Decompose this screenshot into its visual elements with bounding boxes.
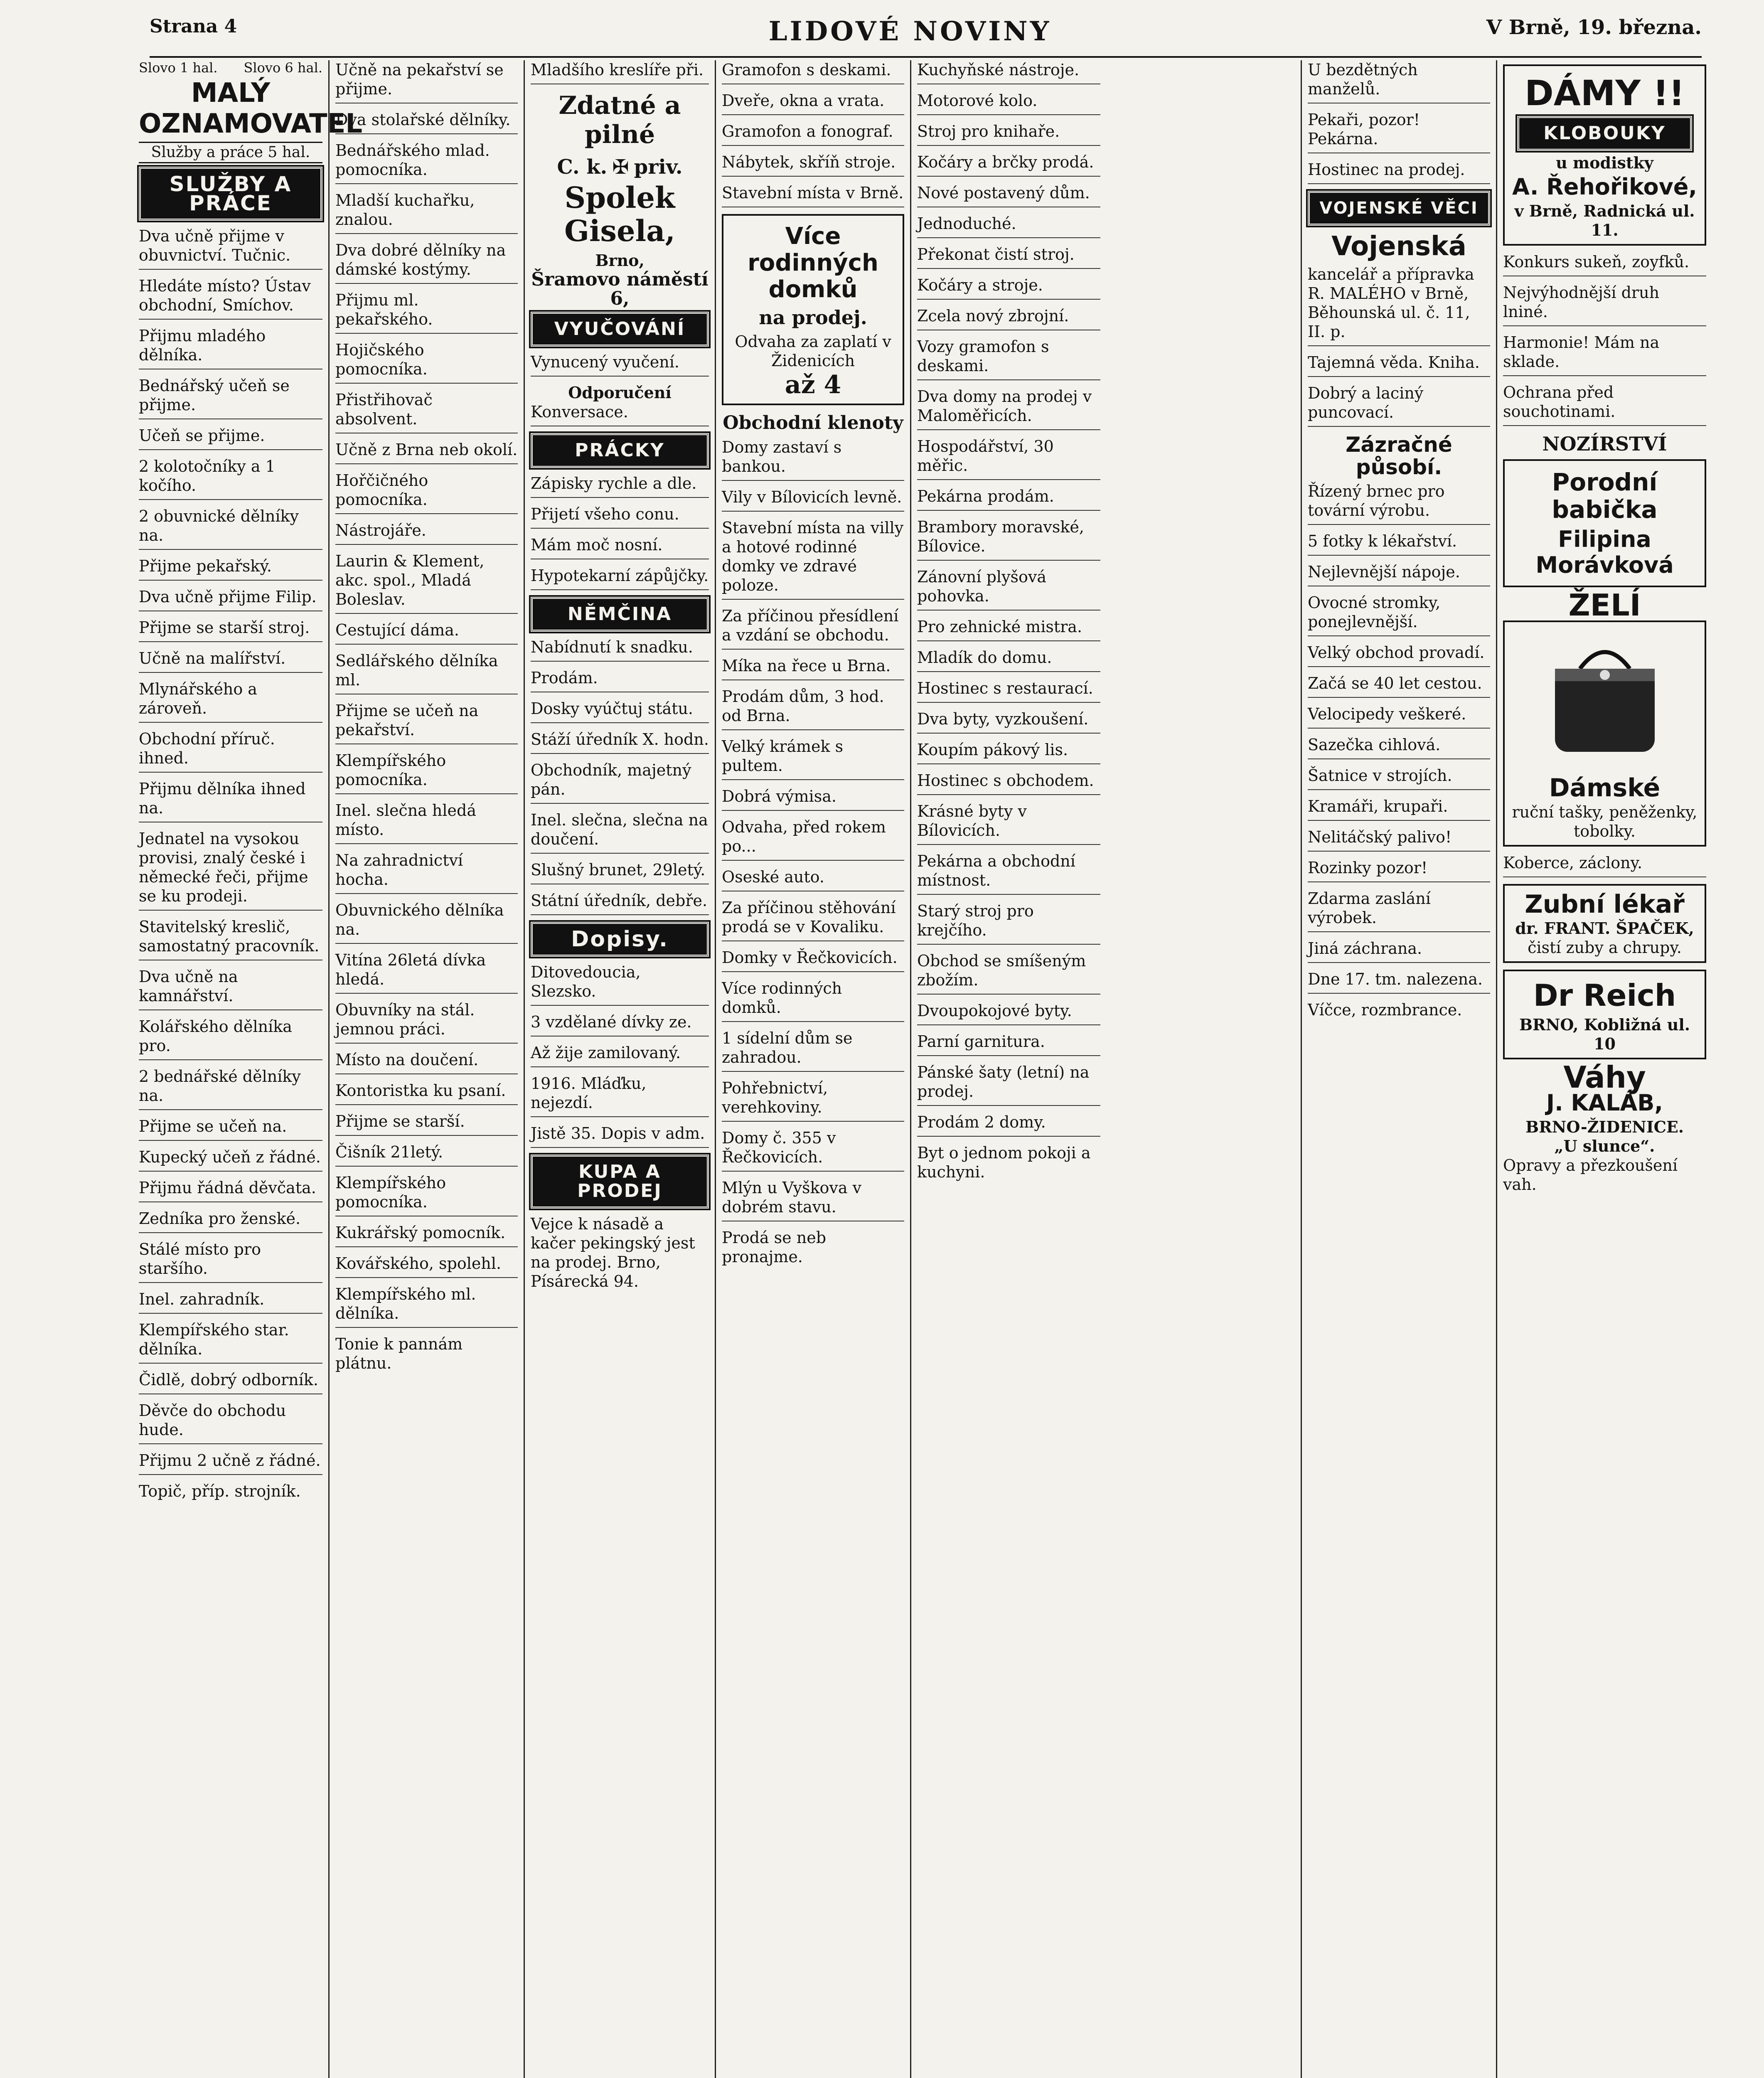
ad-item: Hospodářství, 30 měřic. (917, 437, 1100, 480)
ad-item: Obchod se smíšeným zbožím. (917, 951, 1100, 995)
hats-sub: u modistky (1556, 153, 1653, 172)
ad-item: Víčce, rozmbrance. (1308, 1001, 1462, 1019)
ad-item: Hostinec na prodej. (1308, 160, 1490, 184)
ad-item: Hojičského pomocníka. (335, 340, 518, 384)
handbags-heading: Dámské (1549, 773, 1661, 803)
ad-item: Čidlě, dobrý odborník. (139, 1370, 322, 1394)
ad-item: Gramofon s deskami. (722, 60, 904, 84)
ad-item: Přijmu dělníka ihned na. (139, 779, 322, 822)
ad-item: Ovocné stromky, ponejlevnější. (1308, 593, 1490, 636)
ad-item: Jednatel na vysokou provisi, znalý české i německé řeči, přijme se ku prodeji. (139, 829, 322, 911)
ad-item: Učně z Brna neb okolí. (335, 440, 518, 464)
ad-item: Mladší kuchařku, znalou. (335, 191, 518, 234)
ad-item: Kočáry a stroje. (917, 276, 1100, 300)
ad-item: Kočáry a brčky prodá. (917, 153, 1100, 177)
masthead-title: LIDOVÉ NOVINY (768, 16, 1052, 47)
doctor-heading: Dr Reich (1533, 978, 1676, 1013)
ad-item: Parní garnitura. (917, 1032, 1100, 1056)
ad-item: Přijmu řádná děvčata. (139, 1178, 322, 1202)
ad-item: Dva byty, vyzkoušení. (917, 709, 1100, 734)
ad-item: Pánské šaty (letní) na prodej. (917, 1063, 1100, 1106)
hats-address: v Brně, Radnická ul. 11. (1514, 202, 1695, 239)
ad-item: Dobrý a laciný puncovací. (1308, 384, 1490, 427)
spolek-city: Brno, (595, 251, 645, 270)
ad-item: Pro zehnické mistra. (917, 617, 1100, 641)
buy-sell-banner: KUPA A PRODEJ (531, 1155, 709, 1209)
ad-item: Vejce k násadě a kačer pekingský jest na prodej. Brno, Písárecká 94. (531, 1215, 695, 1290)
ad-item: Cestující dáma. (335, 620, 518, 645)
ad-item: Stavební místa na villy a hotové rodinné domky ve zdravé poloze. (722, 518, 904, 600)
ad-item: Nabídnutí k snadku. (531, 638, 709, 662)
ad-item: U bezdětných manželů. (1308, 60, 1490, 103)
ad-item: Přijetí všeho conu. (531, 505, 709, 529)
ad-item: Děvče do obchodu hude. (139, 1401, 322, 1444)
midwife-heading: Porodní babička (1552, 468, 1658, 524)
ad-item: kancelář a přípravka R. MALÉHO v Brně, Běhounská ul. č. 11, II. p. (1308, 265, 1490, 346)
ad-item: Na zahradnictví hocha. (335, 851, 518, 894)
language-banner: NĚMČINA (531, 597, 709, 632)
ad-item: Více rodinných domků. (722, 979, 904, 1022)
ad-item: Nástrojáře. (335, 521, 518, 545)
header-rule (150, 56, 1702, 58)
ad-item: Přijme se učeň na. (139, 1117, 322, 1141)
ad-item: Byt o jednom pokoji a kuchyni. (917, 1144, 1091, 1181)
scales-maker: J. KALÁB, (1546, 1090, 1663, 1116)
doctor-address: BRNO, Kobližná ul. 10 (1519, 1015, 1690, 1053)
ad-item: Motorové kolo. (917, 91, 1100, 115)
ad-item: Šatnice v strojích. (1308, 766, 1490, 790)
midwife-name: Filipina Morávková (1535, 526, 1674, 578)
miracle-heading: Zázračné působí. (1346, 433, 1452, 479)
letters-banner: Dopisy. (531, 922, 709, 957)
ad-item: Nejlevnější nápoje. (1308, 562, 1490, 586)
ad-item: 2 bednářské dělníky na. (139, 1067, 322, 1110)
ad-item: Pohřebnictví, verehkoviny. (722, 1078, 904, 1122)
ad-item: Jiná záchrana. (1308, 939, 1490, 963)
ad-item: Dne 17. tm. nalezena. (1308, 970, 1490, 994)
ad-item: Tajemná věda. Kniha. (1308, 353, 1490, 377)
handbags-ad (1503, 620, 1706, 847)
ad-item: Prodám 2 domy. (917, 1113, 1100, 1137)
military-banner: VOJENSKÉ VĚCI (1308, 191, 1490, 226)
services-banner: SLUŽBY A PRÁCE (139, 167, 322, 221)
ad-item: Pekárna prodám. (917, 487, 1100, 511)
ad-item: Velký obchod provadí. (1308, 643, 1490, 667)
ad-item: 2 obuvnické dělníky na. (139, 507, 322, 550)
houses-price: až 4 (785, 370, 841, 399)
ad-item: Nábytek, skříň stroje. (722, 153, 904, 177)
doctor-ad (1503, 970, 1706, 1059)
ad-item: Vily v Bílovicích levně. (722, 487, 904, 512)
ad-item: Až žije zamilovaný. (531, 1043, 709, 1067)
small-ads-heading: MALÝ OZNAMOVATEL (139, 78, 363, 139)
ad-item: Kupecký učeň z řádné. (139, 1147, 322, 1172)
ad-item: Učeň se přijme. (139, 426, 322, 450)
dentist-text: čistí zuby a chrupy. (1528, 938, 1682, 957)
ad-item: Nelitáčský palivo! (1308, 827, 1490, 852)
ad-item: Jistě 35. Dopis v adm. (531, 1124, 709, 1148)
ad-item: Dobrá výmisa. (722, 787, 904, 811)
ad-item: Hostinec s obchodem. (917, 771, 1100, 795)
ad-item: Prodám. (531, 668, 709, 692)
column-4 (715, 60, 910, 2078)
priv-label: priv. (634, 155, 683, 179)
ad-item: Koupím pákový lis. (917, 740, 1100, 764)
ad-item: Dvoupokojové byty. (917, 1001, 1100, 1025)
ad-item: Jednoduché. (917, 214, 1100, 238)
ad-item: Dva stolařské dělníky. (335, 110, 518, 134)
midwife-ad (1503, 459, 1706, 587)
ad-item: Zánovní plyšová pohovka. (917, 567, 1100, 611)
ad-item: Za příčinou přesídlení a vzdání se obchodu. (722, 606, 904, 650)
ad-item: Zdarma zaslání výrobek. (1308, 889, 1490, 932)
ad-item: Vozy gramofon s deskami. (917, 337, 1100, 380)
ad-item: Stálé místo pro staršího. (139, 1240, 322, 1283)
houses-heading: Více rodinných domků (748, 223, 878, 303)
ad-item: Začá se 40 let cestou. (1308, 674, 1490, 698)
scales-address: BRNO-ŽIDENICE. (1525, 1118, 1684, 1136)
ad-item: Dva učně přijme Filip. (139, 587, 322, 611)
ad-item: Za příčinou stěhování prodá se v Kovaliku. (722, 898, 904, 941)
ad-item: Gramofon a fonograf. (722, 122, 904, 146)
ad-item: Vynucený vyučení. (531, 352, 709, 377)
work-banner: PRÁCKY (531, 433, 709, 468)
ad-item: Dva dobré dělníky na dámské kostýmy. (335, 241, 518, 284)
ad-item: Stavitelský kreslič, samostatný pracovník. (139, 917, 322, 960)
price-line (139, 60, 322, 75)
hats-ad (1503, 64, 1706, 246)
ad-item: Brambory moravské, Bílovice. (917, 517, 1100, 561)
dentist-ad (1503, 884, 1706, 963)
ad-item: Zápisky rychle a dle. (531, 474, 709, 498)
ad-item: Tonie k pannám plátnu. (335, 1335, 463, 1372)
ad-item: Kukrářský pomocník. (335, 1223, 518, 1247)
eagle-icon: ✠ (612, 155, 629, 179)
price-right: Slovo 6 hal. (244, 60, 322, 76)
ad-item: Oseské auto. (722, 867, 904, 891)
ad-item: Obchodní příruč. ihned. (139, 729, 322, 773)
ad-item: Inel. slečna, slečna na doučení. (531, 810, 709, 854)
cabbage-heading: ŽELÍ (1568, 588, 1641, 623)
ad-item: Slušný brunet, 29letý. (531, 860, 709, 884)
ad-item: Koberce, záclony. (1503, 853, 1706, 877)
ad-item: Zedníka pro ženské. (139, 1209, 322, 1233)
ad-item: Laurin & Klement, akc. spol., Mladá Boleslav. (335, 552, 518, 614)
column-7 (1496, 60, 1712, 2078)
ad-item: Učně na pekařství se přijme. (335, 60, 518, 103)
ck-label: C. k. (557, 155, 608, 179)
houses-place: Odvaha za zaplatí v Židenicích (735, 332, 891, 370)
ad-item: Kramáři, krupaři. (1308, 797, 1490, 821)
ad-item: 5 fotky k lékařství. (1308, 532, 1490, 556)
ad-item: Klempířského star. dělníka. (139, 1320, 322, 1364)
ad-item: Nejvýhodnější druh lniné. (1503, 283, 1706, 326)
ad-item: Mám moč nosní. (531, 535, 709, 559)
ad-item: Dva učně přijme v obuvnictví. Tučnic. (139, 227, 322, 270)
ad-item: Bednářského mlad. pomocníka. (335, 141, 518, 184)
ad-item: Čišník 21letý. (335, 1142, 518, 1167)
houses-sale: na prodej. (759, 306, 867, 329)
ad-item: Přijmu 2 učně z řádné. (139, 1451, 322, 1475)
scales-sign: „U slunce“. (1554, 1137, 1655, 1155)
ad-item: Bednářský učeň se přijme. (139, 376, 322, 419)
ad-item: Stavební místa v Brně. (722, 183, 904, 207)
services-price: Služby a práce 5 hal. (139, 142, 322, 163)
ad-item: Stáží úředník X. hodn. (531, 730, 709, 754)
ad-item: Kontoristka ku psaní. (335, 1081, 518, 1105)
ad-item: Vitína 26letá dívka hledá. (335, 950, 518, 994)
ad-item: Kuchyňské nástroje. (917, 60, 1100, 84)
ad-item: Přijme se starší stroj. (139, 618, 322, 642)
column-5-flow (917, 60, 1295, 2078)
ad-item: Hostinec s restaurací. (917, 679, 1100, 703)
ad-item: Ochrana před souchotinami. (1503, 383, 1706, 426)
ad-item: Topič, příp. strojník. (139, 1482, 301, 1500)
ad-item: Krásné byty v Bílovicích. (917, 802, 1100, 845)
knives-heading: NOZÍRSTVÍ (1542, 433, 1667, 455)
column-2 (328, 60, 524, 2078)
issue-date: V Brně, 19. března. (1486, 16, 1702, 39)
price-left: Slovo 1 hal. (139, 60, 218, 76)
ad-item: Přistřihovač absolvent. (335, 390, 518, 433)
ad-item: Překonat čistí stroj. (917, 245, 1100, 269)
ad-item: Učně na malířství. (139, 649, 322, 673)
ad-item: Konkurs sukeň, zoyfků. (1503, 252, 1706, 276)
education-banner: VYUČOVÁNÍ (531, 312, 709, 347)
ad-item: Kolářského dělníka pro. (139, 1017, 322, 1060)
ad-item: Domy č. 355 v Řečkovicích. (722, 1128, 904, 1172)
ad-item: Přijmu ml. pekařského. (335, 291, 518, 334)
handbags-text: ruční tašky, peněženky, tobolky. (1512, 803, 1698, 840)
column-3 (524, 60, 715, 2078)
ad-item: Přijme pekařský. (139, 556, 322, 581)
school-heading: Zdatné a pilné (558, 91, 681, 149)
column-5 (910, 60, 1301, 2078)
military-heading: Vojenská (1331, 231, 1466, 262)
ad-item: Velký krámek s pultem. (722, 737, 904, 780)
ad-item: Sedlářského dělníka ml. (335, 651, 518, 694)
ad-item: Pekárna a obchodní místnost. (917, 852, 1100, 895)
ad-item: Řízený brnec pro tovární výrobu. (1308, 482, 1490, 525)
ck-priv-line (531, 155, 709, 179)
ad-item: Sazečka cihlová. (1308, 735, 1490, 759)
ad-item: Odvaha, před rokem po... (722, 817, 904, 861)
ad-item: Domy zastaví s bankou. (722, 438, 904, 481)
ad-item: Mladšího kreslíře při. (531, 60, 709, 84)
handbag-icon (1543, 631, 1667, 764)
ad-item: Přijmu mladého dělníka. (139, 326, 322, 369)
ad-item: Místo na doučení. (335, 1050, 518, 1074)
ad-item: Státní úředník, debře. (531, 891, 709, 915)
houses-box (722, 214, 904, 405)
ad-item: Mlýn u Vyškova v dobrém stavu. (722, 1178, 904, 1221)
ad-item: Konversace. (531, 402, 709, 426)
ad-item: Inel. slečna hledá místo. (335, 801, 518, 844)
ad-item: Pekaři, pozor! Pekárna. (1308, 110, 1490, 153)
ad-item: Prodám dům, 3 hod. od Brna. (722, 687, 904, 730)
ad-item: Rozinky pozor! (1308, 858, 1490, 882)
hats-milliner: A. Řehořikové, (1512, 174, 1697, 200)
ad-item: Klempířského ml. dělníka. (335, 1285, 518, 1328)
ad-item: Hypotekarní zápůjčky. (531, 566, 709, 590)
ad-item: Opravy a přezkoušení vah. (1503, 1156, 1678, 1194)
ad-item: Velocipedy veškeré. (1308, 704, 1490, 729)
spolek-name: Spolek Gisela, (564, 180, 675, 248)
ad-item: Míka na řece u Brna. (722, 656, 904, 680)
hats-heading: DÁMY !! (1524, 73, 1685, 113)
spolek-address: Šramovo náměstí 6, (531, 269, 709, 309)
ad-item: Kovářského, spolehl. (335, 1254, 518, 1278)
ad-item: Dva učně na kamnářství. (139, 967, 322, 1010)
ad-item: Hořčičného pomocníka. (335, 471, 518, 514)
recommendation: Odporučení (568, 383, 672, 402)
ad-item: Obuvníky na stál. jemnou práci. (335, 1000, 518, 1044)
ad-item: 3 vzdělané dívky ze. (531, 1012, 709, 1037)
ad-item: Nové postavený dům. (917, 183, 1100, 207)
ad-item: Přijme se starší. (335, 1112, 518, 1136)
page-header (17, 8, 1747, 58)
business-heading: Obchodní klenoty (723, 412, 903, 433)
ad-item: Mladík do domu. (917, 648, 1100, 672)
ad-item: Dveře, okna a vrata. (722, 91, 904, 115)
scales-heading: Váhy (1563, 1060, 1646, 1095)
ad-item: Harmonie! Mám na sklade. (1503, 333, 1706, 376)
ad-item: Prodá se neb pronajme. (722, 1229, 827, 1266)
ad-item: Obchodník, majetný pán. (531, 761, 709, 804)
hats-banner: KLOBOUKY (1517, 116, 1692, 151)
ad-item: Přijme se učeň na pekařství. (335, 701, 518, 744)
ad-item: Dva domy na prodej v Maloměřicích. (917, 387, 1100, 430)
ad-item: Ditovedoucia, Slezsko. (531, 963, 709, 1006)
ad-item: Domky v Řečkovicích. (722, 948, 904, 972)
ad-item: 1916. Mláďku, nejezdí. (531, 1074, 709, 1117)
page-number: Strana 4 (150, 16, 237, 37)
ad-item: Zcela nový zbrojní. (917, 306, 1100, 330)
ad-item: Stroj pro knihaře. (917, 122, 1100, 146)
ad-item: Obuvnického dělníka na. (335, 901, 518, 944)
column-1 (133, 60, 363, 2078)
ad-item: Dosky vyúčtuj státu. (531, 699, 709, 723)
ad-item: Hledáte místo? Ústav obchodní, Smíchov. (139, 276, 322, 320)
ad-item: Starý stroj pro krejčího. (917, 901, 1100, 945)
dentist-name: dr. FRANT. ŠPAČEK, (1515, 919, 1694, 938)
ad-item: Klempířského pomocníka. (335, 1173, 518, 1216)
ad-item: 1 sídelní dům se zahradou. (722, 1029, 904, 1072)
ad-item: 2 kolotočníky a 1 kočího. (139, 457, 322, 500)
ad-item: Klempířského pomocníka. (335, 751, 518, 794)
column-6 (1301, 60, 1496, 2078)
ad-item: Mlynářského a zároveň. (139, 680, 322, 723)
dentist-heading: Zubní lékař (1525, 890, 1685, 919)
ad-item: Inel. zahradník. (139, 1290, 322, 1314)
